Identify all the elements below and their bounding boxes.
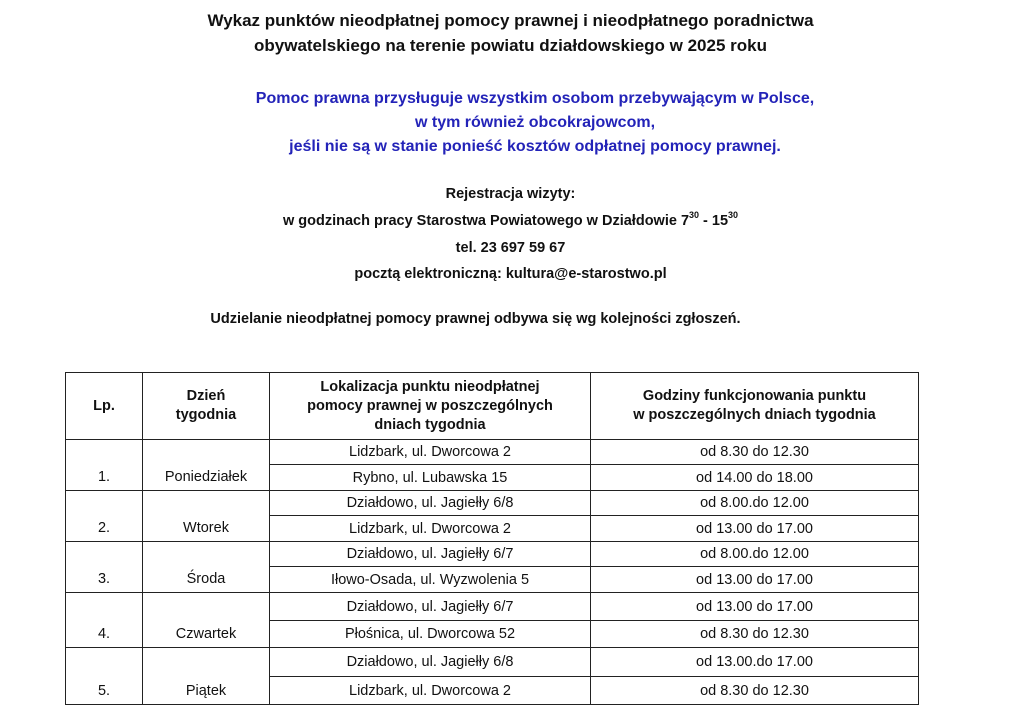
row-hours: od 8.30 do 12.30	[591, 677, 919, 705]
row-hours: od 8.30 do 12.30	[591, 440, 919, 465]
registration-hours	[0, 211, 1021, 231]
table-header-row	[66, 373, 919, 440]
registration-title: Rejestracja wizyty:	[445, 186, 576, 202]
row-location: Lidzbark, ul. Dworcowa 2	[270, 440, 591, 465]
heading-line-2: obywatelskiego na terenie powiatu działdowskiego w 2025 roku	[254, 36, 767, 55]
heading-line-1: Wykaz punktów nieodpłatnej pomocy prawnej i nieodpłatnego poradnictwa	[207, 11, 814, 30]
row-hours: od 13.00.do 17.00	[591, 648, 919, 677]
row-lp: 1.	[66, 440, 143, 491]
header-location	[270, 373, 591, 440]
row-location: Działdowo, ul. Jagiełły 6/7	[270, 593, 591, 621]
row-hours: od 13.00 do 17.00	[591, 567, 919, 593]
row-hours: od 14.00 do 18.00	[591, 465, 919, 491]
order-note: Udzielanie nieodpłatnej pomocy prawnej odbywa się wg kolejności zgłoszeń.	[210, 311, 741, 327]
row-lp: 5.	[66, 648, 143, 705]
header-lp: Lp.	[66, 373, 143, 440]
schedule-table-wrap	[65, 372, 918, 702]
header-hours-line-1: Godziny funkcjonowania punktu	[642, 388, 867, 404]
header-day-line-2: tygodnia	[175, 407, 237, 423]
row-location: Lidzbark, ul. Dworcowa 2	[270, 516, 591, 542]
notice-line-3: jeśli nie są w stanie ponieść kosztów odpłatnej pomocy prawnej.	[289, 138, 781, 155]
row-hours: od 8.30 do 12.30	[591, 621, 919, 648]
header-day-line-1: Dzień	[186, 388, 226, 404]
row-lp: 4.	[66, 593, 143, 648]
registration-hours-start-sup: 30	[689, 210, 700, 221]
table-row	[66, 648, 919, 677]
schedule-table	[65, 372, 919, 705]
table-row	[66, 593, 919, 621]
row-hours: od 8.00.do 12.00	[591, 491, 919, 516]
row-location: Działdowo, ul. Jagiełły 6/7	[270, 542, 591, 567]
table-row	[66, 440, 919, 465]
row-location: Płośnica, ul. Dworcowa 52	[270, 621, 591, 648]
registration-email: pocztą elektroniczną: kultura@e-starostwo.pl	[354, 266, 667, 282]
notice-line-1: Pomoc prawna przysługuje wszystkim osobom przebywającym w Polsce,	[255, 90, 815, 107]
row-day: Wtorek	[143, 491, 270, 542]
row-hours: od 13.00 do 17.00	[591, 516, 919, 542]
row-hours: od 13.00 do 17.00	[591, 593, 919, 621]
header-location-line-1: Lokalizacja punktu nieodpłatnej	[320, 378, 540, 395]
table-row	[66, 542, 919, 567]
row-location: Iłowo-Osada, ul. Wyzwolenia 5	[270, 567, 591, 593]
row-lp: 2.	[66, 491, 143, 542]
row-location: Lidzbark, ul. Dworcowa 2	[270, 677, 591, 705]
row-day: Piątek	[143, 648, 270, 705]
notice-line-2: w tym również obcokrajowcom,	[414, 114, 656, 131]
row-day: Czwartek	[143, 593, 270, 648]
row-location: Działdowo, ul. Jagiełły 6/8	[270, 491, 591, 516]
row-location: Rybno, ul. Lubawska 15	[270, 465, 591, 491]
row-location: Działdowo, ul. Jagiełły 6/8	[270, 648, 591, 677]
registration-hours-sep: - 15	[699, 213, 729, 229]
table-row	[66, 491, 919, 516]
header-location-line-2: pomocy prawnej w poszczególnych	[307, 397, 553, 414]
row-hours: od 8.00.do 12.00	[591, 542, 919, 567]
row-day: Środa	[143, 542, 270, 593]
header-location-line-3: dniach tygodnia	[374, 416, 486, 433]
registration-hours-prefix: w godzinach pracy Starostwa Powiatowego w Działdowie 7	[282, 213, 690, 229]
registration-hours-end-sup: 30	[728, 210, 739, 221]
header-day	[143, 373, 270, 440]
row-day: Poniedziałek	[143, 440, 270, 491]
header-hours	[591, 373, 919, 440]
header-hours-line-2: w poszczególnych dniach tygodnia	[633, 407, 876, 423]
registration-phone: tel. 23 697 59 67	[455, 240, 566, 256]
row-lp: 3.	[66, 542, 143, 593]
